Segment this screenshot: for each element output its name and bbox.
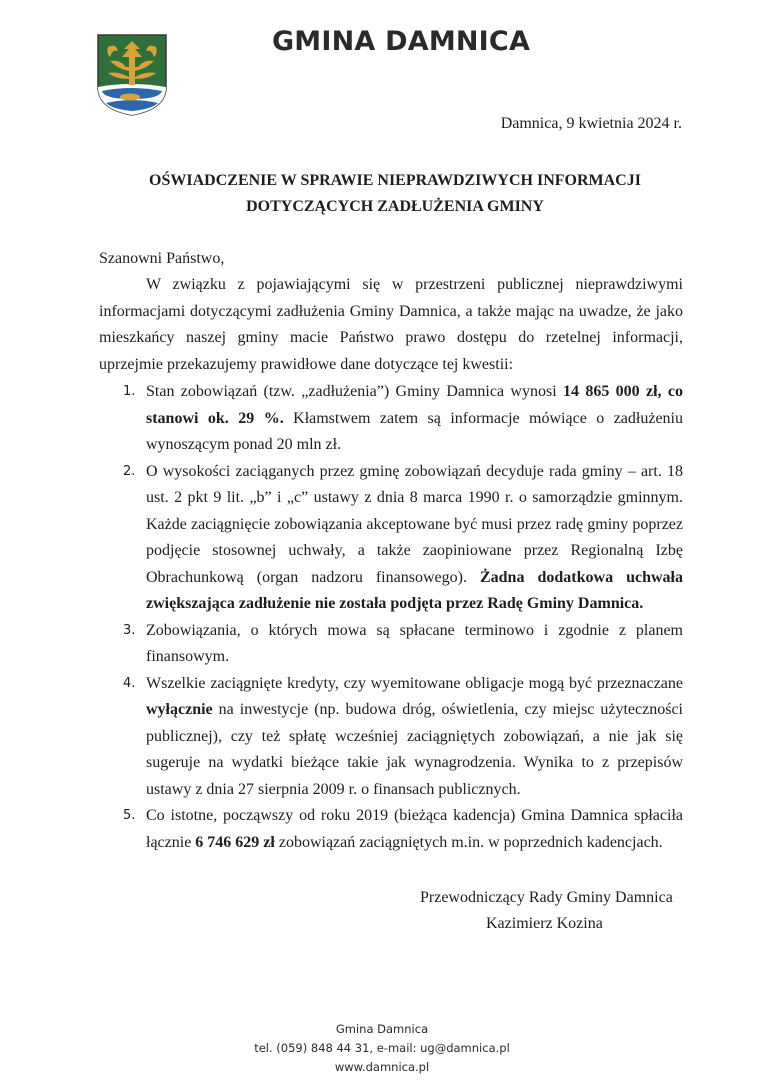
signature-role: Przewodniczący Rady Gminy Damnica xyxy=(420,889,673,906)
document-title-line-2: DOTYCZĄCYCH ZADŁUŻENIA GMINY xyxy=(246,198,544,215)
list-item xyxy=(99,618,683,671)
list-item-text: Wszelkie zaciągnięte kredyty, czy wyemitowane obligacje mogą być przeznaczane xyxy=(146,674,683,692)
signature-name: Kazimierz Kozina xyxy=(486,915,603,932)
list-item-number: 2. xyxy=(123,463,136,479)
list-item-text: Zobowiązania, o których mowa są spłacane terminowo i zgodnie z planem finansowym. xyxy=(146,621,683,665)
footer-contact: tel. (059) 848 44 31, e-mail: ug@damnica.pl xyxy=(254,1041,510,1055)
signature-block xyxy=(420,885,673,937)
document-title-line-1: OŚWIADCZENIE W SPRAWIE NIEPRAWDZIWYCH INFORMACJI xyxy=(149,172,641,189)
list-item xyxy=(99,459,683,618)
list-item-number: 5. xyxy=(123,808,136,823)
list-item-text: Co istotne, począwszy od roku 2019 (bieżąca kadencja) Gmina Damnica spłaciła łącznie xyxy=(146,807,683,851)
list-item-text: na inwestycje (np. budowa dróg, oświetlenia, czy miejsc użyteczności publicznej), czy też spłatę wcześniej zaciągniętych zobowiązań, a nie jak się sugeruje na wydatki bieżące takie jak wynagrodzenia. Wynika to z przepisów ustawy z dnia 27 sierpnia 2009 r. o finansach publicznych. xyxy=(146,701,683,798)
list-item-number: 1. xyxy=(123,384,136,399)
intro-paragraph: W związku z pojawiającymi się w przestrzeni publicznej nieprawdziwymi informacjami dotyczącymi zadłużenia Gminy Damnica, a także mając na uwadze, że jako mieszkańcy naszej gminy macie Państwo prawo dostępu do rzetelnej informacji, uprzejmie przekazujemy prawidłowe dane dotyczące tej kwestii: xyxy=(99,276,683,373)
list-item-number: 4. xyxy=(123,675,136,691)
list-item-bold-text: Żadna dodatkowa uchwała zwiększająca zadłużenie nie została podjęta przez Radę Gminy Damnica. xyxy=(146,568,684,612)
list-item xyxy=(99,803,683,856)
list-item-text: Kłamstwem zatem są informacje mówiące o zadłużeniu wynoszącym ponad 20 mln zł. xyxy=(146,409,683,453)
list-item-text: zobowiązań zaciągniętych m.in. w poprzednich kadencjach. xyxy=(274,833,663,851)
document-title xyxy=(0,168,764,220)
list-item-bold-text: wyłącznie xyxy=(146,701,213,718)
salutation: Szanowni Państwo, xyxy=(99,250,225,267)
footer-website: www.damnica.pl xyxy=(334,1060,430,1074)
letter-date: Damnica, 9 kwietnia 2024 r. xyxy=(500,115,682,132)
list-item xyxy=(99,671,683,804)
list-item xyxy=(99,379,683,459)
list-item-text: Stan zobowiązań (tzw. „zadłużenia”) Gminy Damnica wynosi xyxy=(146,383,563,400)
statement-list xyxy=(99,379,683,856)
list-item-text: O wysokości zaciąganych przez gminę zobowiązań decyduje rada gminy – art. 18 ust. 2 pkt 9 lit. „b” i „c” ustawy z dnia 8 marca 1990 r. o samorządzie gminnym. Każde zaciągnięcie zobowiązania akceptowane być musi przez radę gminy poprzez podjęcie stosownej uchwały, a także zaopiniowane przez Regionalną Izbę Obrachunkową (organ nadzoru finansowego). xyxy=(146,462,683,586)
letterhead-title: GMINA DAMNICA xyxy=(271,26,531,57)
list-item-bold-text: 14 865 000 zł, co stanowi ok. 29 %. xyxy=(146,383,683,427)
list-item-bold-text: 6 746 629 zł xyxy=(195,833,275,851)
footer-organization: Gmina Damnica xyxy=(335,1022,429,1036)
letter-footer xyxy=(0,1020,764,1077)
list-item-number: 3. xyxy=(123,622,136,638)
